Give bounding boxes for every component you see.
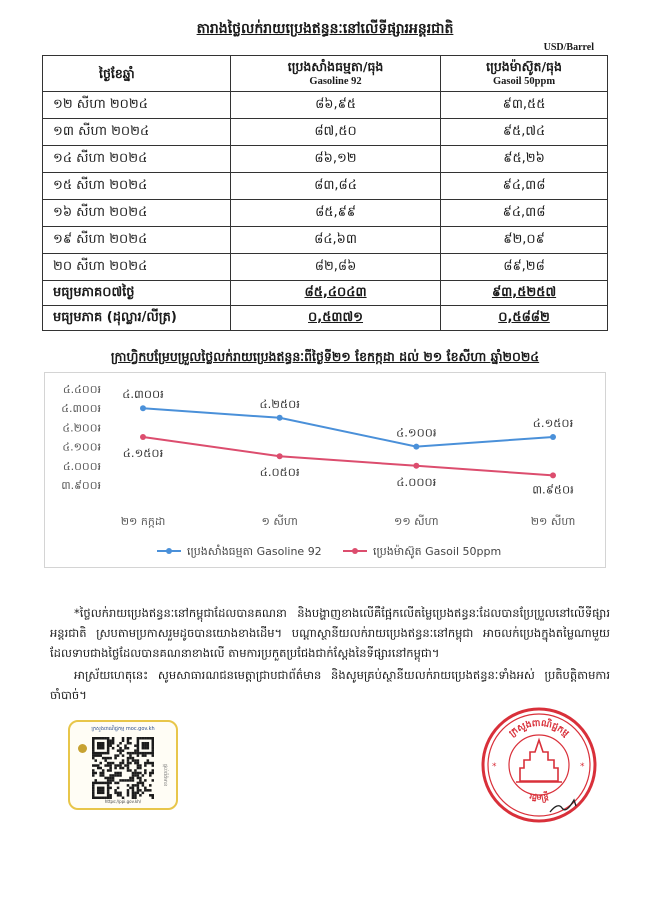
- legend-entry: ប្រេងម៉ាស៊ូត Gasoil 50ppm: [373, 545, 502, 558]
- legend-entry: ប្រេងសាំងធម្មតា Gasoline 92: [187, 545, 322, 558]
- note-paragraph-1: *ថ្លៃលក់រាយប្រេងឥន្ធនៈនៅកម្ពុជាដែលបានគណនា និងបង្ហាញខាងលើគឺផ្អែកលើតម្លៃប្រេងឥន្ធនៈដែលបានប្រែប្រួលនៅលើទីផ្សារអន្តរជាតិ ស្របតាមប្រកាសរួមដូចបានយោងខាងដើម។ បណ្តាស្ថានីយលក់រាយប្រេងឥន្ធនៈនៅកម្ពុជា អាចលក់ប្រេងក្នុងតម្លៃណាមួយ ដែលទាបជាងថ្លៃដែលបានគណនាខាងលើ តាមការប្រកួតប្រជែងជាក់ស្តែងនៃទីផ្សារនៅកម្ពុជា។: [50, 606, 610, 660]
- data-point: [140, 405, 146, 411]
- price-table: [42, 55, 608, 331]
- header-date: ថ្ងៃខែឆ្នាំ: [43, 56, 231, 92]
- row-diesel: ៩៥,៧៤: [441, 119, 608, 146]
- data-label: ៤.១០០៛: [396, 425, 437, 440]
- data-label: ៤.០៥០៛: [259, 465, 300, 480]
- official-seal-icon: [480, 706, 598, 824]
- qr-footer: https://ppi.gov.kh/: [104, 799, 142, 804]
- x-tick-label: ១ សីហា: [261, 515, 298, 528]
- y-tick-label: ៤.១០០៛: [62, 440, 101, 454]
- x-tick-label: ១១ សីហា: [394, 515, 439, 528]
- average-row: [43, 281, 608, 306]
- qr-header: ក្រសួងពាណិជ្ជកម្ម moc.gov.kh: [91, 726, 155, 732]
- average-label: មធ្យមភាគ០៧ថ្ងៃ: [43, 281, 231, 306]
- svg-text:*: *: [492, 762, 497, 772]
- svg-text:*: *: [580, 762, 585, 772]
- row-date: ១២ សីហា ២០២៤: [43, 92, 231, 119]
- table-row: [43, 227, 608, 254]
- row-diesel: ៩២,០៩: [441, 227, 608, 254]
- data-point: [277, 453, 283, 459]
- series-line: [143, 408, 553, 446]
- qr-card[interactable]: [68, 720, 178, 810]
- row-diesel: ៩៥,២៦: [441, 146, 608, 173]
- table-row: [43, 146, 608, 173]
- row-gasoline: ៨២,៨៦: [231, 254, 441, 281]
- table-row: [43, 173, 608, 200]
- average-liter-label: មធ្យមភាគ (ដុល្លារ/លីត្រ): [43, 306, 231, 331]
- average-liter-row: [43, 306, 608, 331]
- average-diesel: [441, 281, 608, 306]
- data-label: ៤.៣០០៛: [122, 387, 164, 402]
- qr-code-icon[interactable]: [92, 737, 154, 799]
- y-tick-label: ៤.០០០៛: [62, 459, 101, 473]
- data-label: ៤.២៥០៛: [259, 396, 300, 411]
- note-paragraph-2: អាស្រ័យហេតុនេះ សូមសាធារណជនមេត្តាជ្រាបជាព័ត៌មាន និងសូមគ្រប់ស្ថានីយលក់រាយប្រេងឥន្ធនៈទាំងអស់ ប្រតិបត្តិតាមការចាំបាច់។: [50, 668, 610, 702]
- legend-marker: [352, 548, 358, 554]
- row-diesel: ៩៣,៥៥: [441, 92, 608, 119]
- header-diesel-sub: Gasoil 50ppm: [492, 75, 556, 87]
- data-point: [277, 415, 283, 421]
- average-liter-diesel-value: ០,៥៨៨២: [498, 309, 550, 325]
- row-date: ១៣ សីហា ២០២៤: [43, 119, 231, 146]
- ministry-logo-icon: [78, 744, 87, 753]
- table-row: [43, 254, 608, 281]
- row-diesel: ៨៩,២៨: [441, 254, 608, 281]
- y-tick-label: ៤.៣០០៛: [61, 402, 101, 416]
- y-tick-label: ៣.៩០០៛: [61, 479, 101, 492]
- data-point: [550, 472, 556, 478]
- data-point: [140, 434, 146, 440]
- chart-svg: [45, 373, 607, 569]
- header-diesel: [441, 56, 608, 92]
- average-liter-gasoline: [231, 306, 441, 331]
- row-gasoline: ៨៥,៩៩: [231, 200, 441, 227]
- y-tick-label: ៤.២០០៛: [62, 421, 101, 435]
- row-gasoline: ៨៣,៨៤: [231, 173, 441, 200]
- table-row: [43, 92, 608, 119]
- header-diesel-khmer: ប្រេងម៉ាស៊ូត/ធុង: [486, 58, 562, 74]
- x-tick-label: ២១ សីហា: [530, 515, 576, 528]
- average-diesel-value: ៩៣,៥២៥៧: [491, 284, 557, 300]
- average-gasoline-value: ៨៥,៤០៤៣: [304, 284, 367, 300]
- header-gasoline-sub: Gasoline 92: [309, 75, 362, 87]
- row-diesel: ៩៤,៣៨: [441, 200, 608, 227]
- table-header-row: [43, 56, 608, 92]
- row-gasoline: ៨៦,១២: [231, 146, 441, 173]
- y-tick-label: ៤.៤០០៛: [62, 383, 101, 396]
- row-date: ១៤ សីហា ២០២៤: [43, 146, 231, 173]
- data-label: ៤.០០០៛: [396, 474, 437, 489]
- average-gasoline: [231, 281, 441, 306]
- qr-side-tag: ផ្តល់ព័ត៌មាន: [162, 764, 168, 787]
- row-date: ១៦ សីហា ២០២៤: [43, 200, 231, 227]
- svg-text:រដ្ឋមន្ត្រី: [529, 791, 550, 804]
- row-date: ១៩ សីហា ២០២៤: [43, 227, 231, 254]
- row-gasoline: ៨៤,៦៣: [231, 227, 441, 254]
- seal-bottom-text: រដ្ឋមន្ត្រី: [528, 791, 550, 802]
- legend-marker: [166, 548, 172, 554]
- row-diesel: ៩៤,៣៨: [441, 173, 608, 200]
- average-liter-diesel: [441, 306, 608, 331]
- data-point: [413, 444, 419, 450]
- data-label: ៣.៩៥០៛: [532, 482, 574, 497]
- row-gasoline: ៨៧,៥០: [231, 119, 441, 146]
- data-label: ៤.១៥០៛: [122, 446, 164, 460]
- svg-text:ក្រសួងពាណិជ្ជកម្ម: [508, 717, 571, 739]
- seal-top-text: ក្រសួងពាណិជ្ជកម្ម: [507, 718, 571, 740]
- average-liter-gasoline-value: ០,៥៣៧១: [308, 309, 364, 325]
- x-tick-label: ២១ កក្កដា: [120, 515, 166, 528]
- row-gasoline: ៨៦,៩៥: [231, 92, 441, 119]
- data-point: [413, 463, 419, 469]
- data-label: ៤.១៥០៛: [532, 416, 574, 430]
- table-row: [43, 119, 608, 146]
- header-gasoline: [231, 56, 441, 92]
- price-chart: [44, 372, 606, 568]
- table-row: [43, 200, 608, 227]
- data-point: [550, 434, 556, 440]
- unit-label: USD/Barrel: [543, 42, 594, 53]
- row-date: ១៥ សីហា ២០២៤: [43, 173, 231, 200]
- page-title: តារាងថ្លៃលក់រាយប្រេងឥន្ធនៈនៅលើទីផ្សារអន្តរជាតិ: [196, 21, 454, 37]
- series-line: [143, 437, 553, 475]
- row-date: ២០ សីហា ២០២៤: [43, 254, 231, 281]
- header-gasoline-khmer: ប្រេងសាំងធម្មតា/ធុង: [287, 58, 384, 74]
- chart-title: ក្រាហ្វិកបម្រែបម្រួលថ្លៃលក់រាយប្រេងឥន្ធនៈពីថ្ងៃទី២១ ខែកក្កដា ដល់ ២១ ខែសីហា ឆ្នាំ២០២៤: [110, 349, 540, 364]
